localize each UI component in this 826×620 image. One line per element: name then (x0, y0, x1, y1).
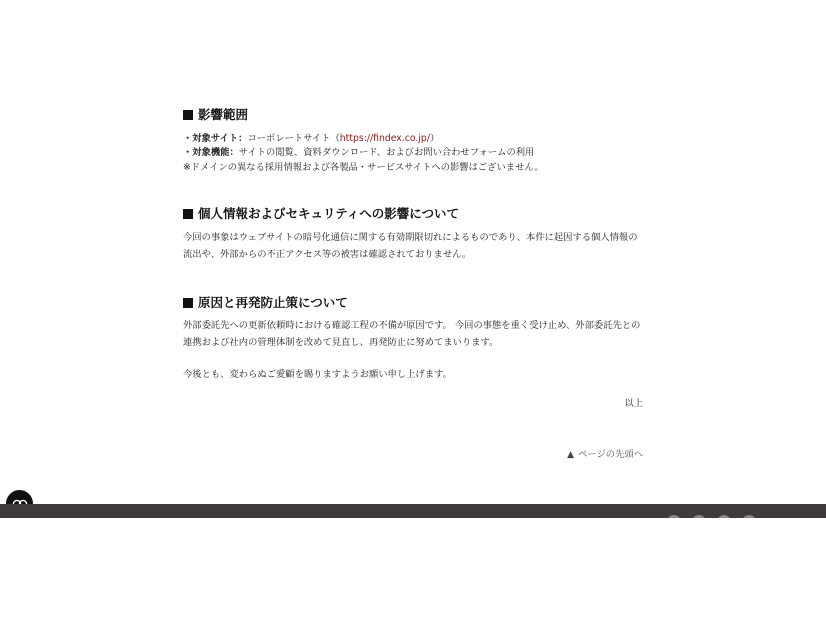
section-heading-scope: 影響範囲 (183, 105, 248, 123)
target-site-line: ・対象サイト：コーポレートサイト（https://findex.co.jp/） (183, 133, 440, 144)
section-heading-cause: 原因と再発防止策について (183, 293, 348, 311)
closing-text: 今後とも、変わらぬご愛顧を賜りますようお願い申し上げます。 (183, 369, 452, 380)
triangle-up-icon: ▲ (567, 450, 575, 460)
square-bullet-icon (183, 209, 193, 219)
square-bullet-icon (183, 298, 193, 308)
square-bullet-icon (183, 110, 193, 120)
footer-social-icons (667, 515, 756, 518)
cause-paragraph: 外部委託先への更新依頼時における確認工程の不備が原因です。 今回の事態を重く受け止め、外部委託先との連携および社内の管理体制を改めて見直し、再発防止に努めてまいります。 (183, 320, 641, 348)
target-function-line: ・対象機能：サイトの閲覧、資料ダウンロード、およびお問い合わせフォームの利用 (183, 147, 535, 158)
social-icon[interactable] (717, 515, 731, 518)
section-heading-security: 個人情報およびセキュリティへの影響について (183, 204, 459, 222)
ijo-text: 以上 (624, 398, 643, 409)
corporate-site-link[interactable]: https://findex.co.jp/ (339, 133, 430, 144)
social-icon[interactable] (667, 515, 681, 518)
scope-note: ※ドメインの異なる採用情報および各製品・サービスサイトへの影響はございません。 (183, 162, 544, 173)
social-icon[interactable] (692, 515, 706, 518)
social-icon[interactable] (742, 515, 756, 518)
back-to-top-link[interactable]: ▲ ページの先頭へ (567, 449, 643, 460)
security-paragraph: 今回の事象はウェブサイトの暗号化通信に関する有効期限切れによるものであり、本件に起因する個人情報の流出や、外部からの不正アクセス等の被害は確認されておりません。 (183, 232, 638, 260)
